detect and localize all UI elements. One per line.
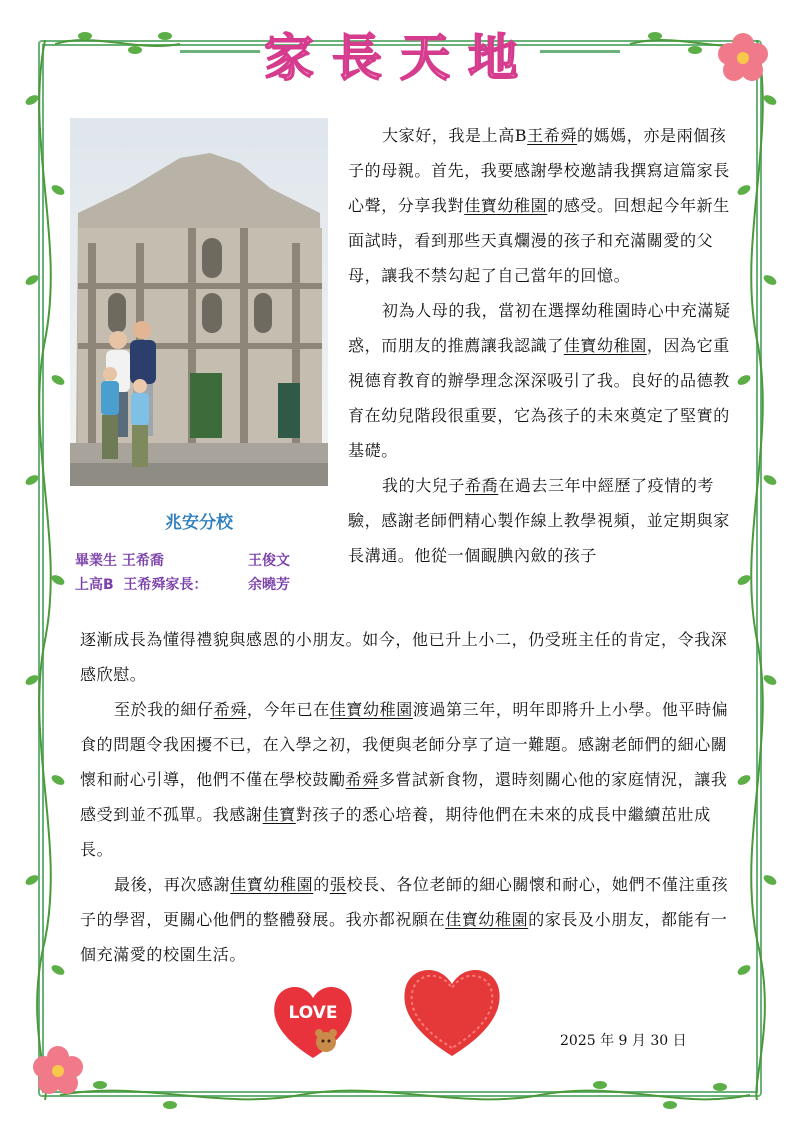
- family-photo: [70, 118, 328, 486]
- flower-bottom-left-icon: [30, 1045, 86, 1095]
- vine-decoration-left: [20, 40, 70, 1100]
- paragraph-5: 最後，再次感謝佳寶幼稚園的張校長、各位老師的細心關懷和耐心，她們不僅注重孩子的學習，更關心他們的整體發展。我亦都祝願在佳寶幼稚園的家長及小朋友，都能有一個充滿愛的校園生活。: [80, 875, 729, 964]
- love-heart-icon: [268, 978, 358, 1064]
- graduate-label: 畢業生 王希喬: [75, 553, 164, 569]
- paragraph-3-end: 逐漸成長為懂得禮貌與感恩的小朋友。如今，他已升上小二，仍受班主任的肯定，令我深感欣慰。: [80, 630, 728, 684]
- graduate-right-name: 王俊文: [248, 553, 290, 569]
- paragraph-4: 至於我的細仔希舜，今年已在佳寶幼稚園渡過第三年，明年即將升上小學。他平時偏食的問題令我困擾不已，在入學之初，我便與老師分享了這一難題。感謝老師們的細心關懷和耐心引導，他們不僅在學校鼓勵希舜多嘗試新食物，還時刻關心他的家庭情況，讓我感受到並不孤單。我感謝佳寶對孩子的悉心培養，期待他們在未來的成長中繼續茁壯成長。: [80, 700, 729, 859]
- text-full-width: [80, 622, 740, 972]
- paragraph-3-start: 我的大兒子希喬在過去三年中經歷了疫情的考驗，感謝老師們精心製作線上教學視頻，並定期與家長溝通。他從一個靦腆內斂的孩子: [348, 476, 730, 565]
- love-text: LOVE: [288, 1003, 338, 1023]
- parent-right-name: 余曉芳: [248, 577, 290, 593]
- red-heart-icon: [400, 962, 504, 1062]
- paragraph-2: 初為人母的我，當初在選擇幼稚園時心中充滿疑惑，而朋友的推薦讓我認識了佳寶幼稚園，因為它重視德育教育的辦學理念深深吸引了我。良好的品德教育在幼兒階段很重要，它為孩子的未來奠定了堅實的基礎。: [348, 301, 731, 460]
- branch-name: 兆安分校: [165, 513, 233, 533]
- page-title: 家長天地: [264, 28, 536, 87]
- date: 2025 年 9 月 30 日: [560, 1033, 687, 1049]
- paragraph-1: 大家好，我是上高B王希舜的媽媽，亦是兩個孩子的母親。首先，我要感謝學校邀請我撰寫這篇家長心聲，分享我對佳寶幼稚園的感受。回想起今年新生面試時，看到那些天真爛漫的孩子和充滿關愛的父母，讓我不禁勾起了自己當年的回憶。: [348, 126, 730, 285]
- flower-top-right-icon: [715, 32, 771, 82]
- parent-label: 上高B 王希舜家長：: [75, 577, 208, 593]
- text-right-column: [348, 118, 738, 573]
- vine-decoration-bottom: [60, 1075, 750, 1115]
